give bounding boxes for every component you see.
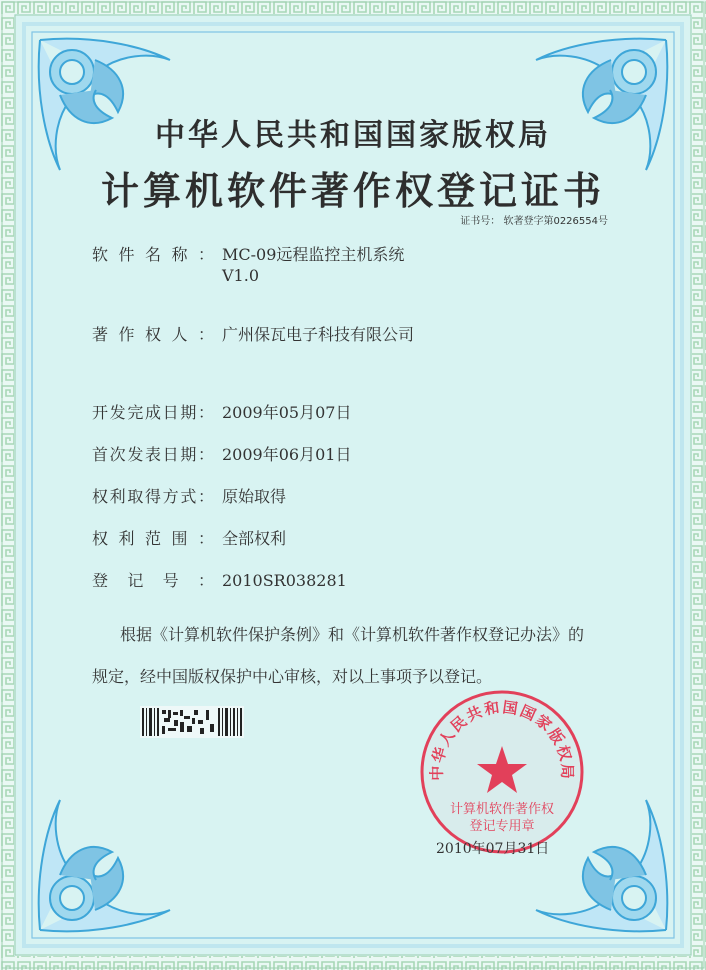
field-completion-date bbox=[92, 400, 351, 423]
certificate-number: 证书号： 软著登字第0226554号 bbox=[460, 216, 608, 227]
field-label: 登记号： bbox=[92, 571, 214, 590]
field-label: 权利范围： bbox=[92, 529, 214, 548]
seal-inner-line-2: 登记专用章 bbox=[469, 819, 535, 834]
field-label: 首次发表日期： bbox=[92, 445, 214, 464]
statement-line-1: 根据《计算机软件保护条例》和《计算机软件著作权登记办法》的 bbox=[120, 625, 585, 644]
official-seal bbox=[418, 688, 586, 856]
field-label: 软件名称： bbox=[92, 245, 214, 264]
field-label: 著作权人： bbox=[92, 325, 214, 344]
field-rights-scope bbox=[92, 526, 286, 549]
field-label: 开发完成日期： bbox=[92, 403, 214, 422]
barcode bbox=[140, 706, 244, 738]
field-value: 2009年05月07日 bbox=[222, 403, 352, 422]
certificate-title: 计算机软件著作权登记证书 bbox=[100, 168, 605, 213]
field-value: 2010SR038281 bbox=[222, 571, 347, 590]
field-software-version: V1.0 bbox=[222, 266, 259, 285]
field-software-name bbox=[92, 242, 404, 265]
field-value: 全部权利 bbox=[222, 529, 287, 548]
field-value: 原始取得 bbox=[222, 487, 287, 506]
issuer-title: 中华人民共和国国家版权局 bbox=[155, 118, 551, 153]
field-value: MC-09远程监控主机系统 bbox=[222, 245, 405, 264]
field-copyright-owner bbox=[92, 322, 414, 345]
field-label: 权利取得方式： bbox=[92, 487, 214, 506]
field-registration-number bbox=[92, 568, 347, 591]
field-rights-acquisition bbox=[92, 484, 286, 507]
seal-inner-line-1: 计算机软件著作权 bbox=[449, 802, 554, 817]
statement-line-2: 规定，经中国版权保护中心审核，对以上事项予以登记。 bbox=[92, 667, 493, 686]
field-publication-date bbox=[92, 442, 351, 465]
seal-outer-text: 中华人民共和国国家版权局 bbox=[427, 698, 577, 781]
field-value: 2009年06月01日 bbox=[222, 445, 352, 464]
field-value: 广州保瓦电子科技有限公司 bbox=[222, 325, 415, 344]
corner-ornament-bottom-left bbox=[39, 800, 170, 931]
issue-date: 2010年07月31日 bbox=[436, 841, 550, 857]
